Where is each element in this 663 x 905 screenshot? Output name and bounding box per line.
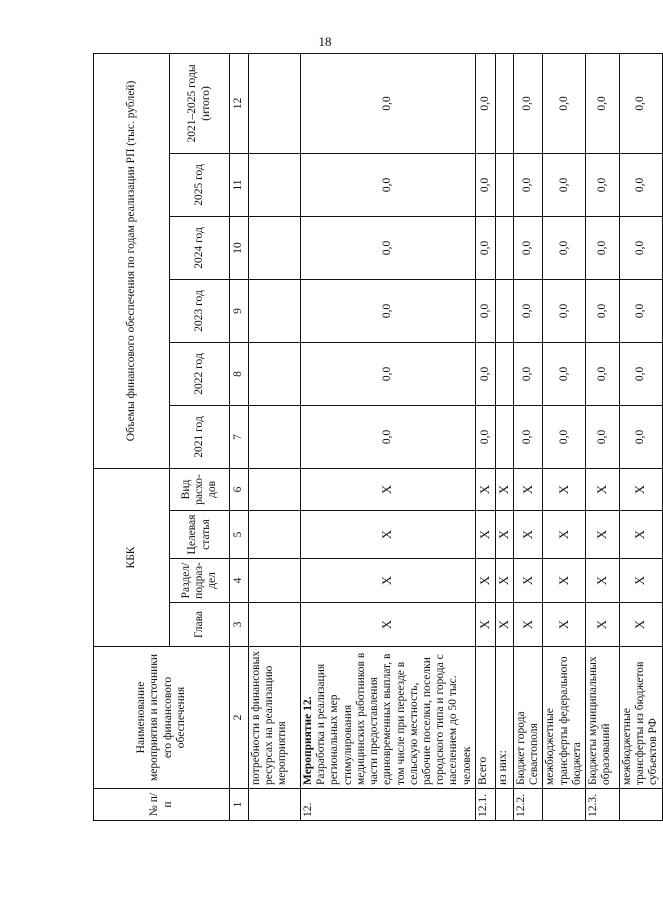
header-kbk-glava: Глава — [170, 603, 230, 647]
row-name — [543, 647, 586, 789]
value-cell: 0,0 — [513, 153, 542, 216]
value-cell: 0,0 — [301, 405, 476, 468]
header-year-2021: 2021 год — [170, 405, 230, 468]
kbk-cell: X — [495, 511, 513, 559]
kbk-cell: X — [513, 603, 542, 647]
kbk-cell: X — [513, 511, 542, 559]
col-index: 5 — [230, 511, 249, 559]
header-num: № п/п — [94, 789, 230, 821]
value-cell: 0,0 — [475, 405, 495, 468]
value-cell: 0,0 — [513, 342, 542, 405]
kbk-cell: X — [495, 603, 513, 647]
row-name-text: Разработка и реализация региональных мер стимулирования медицинских работников в части предоставления единовременных выплат, в том числе при переезде в сельскую местность, рабочие поселки, поселки городского типа и города с населением до 50 тыс. человек — [315, 652, 473, 785]
row-number — [495, 789, 513, 821]
row-name-text: межбюджетные трансферты федерального бюджета — [544, 656, 583, 785]
value-cell — [495, 216, 513, 279]
value-cell: 0,0 — [619, 279, 662, 342]
value-cell — [495, 53, 513, 153]
col-index: 10 — [230, 216, 249, 279]
kbk-cell — [249, 511, 301, 559]
page-number: 18 — [318, 34, 332, 49]
row-name — [513, 647, 542, 789]
kbk-cell — [249, 559, 301, 603]
value-cell: 0,0 — [619, 405, 662, 468]
value-cell: 0,0 — [585, 342, 619, 405]
value-cell: 0,0 — [543, 405, 586, 468]
value-cell — [249, 53, 301, 153]
col-index: 12 — [230, 53, 249, 153]
table-row — [585, 53, 619, 820]
row-number: 12.2. — [513, 789, 542, 821]
row-number — [619, 789, 662, 821]
value-cell: 0,0 — [585, 53, 619, 153]
kbk-cell: X — [301, 603, 476, 647]
kbk-cell: X — [475, 559, 495, 603]
value-cell — [495, 279, 513, 342]
kbk-cell: X — [585, 511, 619, 559]
row-name — [495, 647, 513, 789]
kbk-cell: X — [301, 511, 476, 559]
table-row — [619, 53, 662, 820]
value-cell: 0,0 — [513, 53, 542, 153]
col-index: 6 — [230, 468, 249, 510]
row-name — [585, 647, 619, 789]
row-name-text: Всего — [476, 756, 489, 785]
row-number: 12.3. — [585, 789, 619, 821]
row-name — [301, 647, 476, 789]
kbk-cell: X — [585, 468, 619, 510]
value-cell: 0,0 — [301, 342, 476, 405]
kbk-cell: X — [619, 468, 662, 510]
value-cell — [249, 342, 301, 405]
value-cell: 0,0 — [513, 279, 542, 342]
row-name-text: межбюджетные трансферты из бюджетов субъектов РФ — [620, 661, 660, 785]
kbk-cell: X — [475, 511, 495, 559]
row-number: 12.1. — [475, 789, 495, 821]
value-cell: 0,0 — [619, 216, 662, 279]
header-year-2024: 2024 год — [170, 216, 230, 279]
kbk-cell: X — [543, 468, 586, 510]
table-row — [249, 53, 301, 820]
value-cell — [249, 216, 301, 279]
table-row — [475, 53, 495, 820]
value-cell: 0,0 — [301, 53, 476, 153]
measure-title: Мероприятие 12. — [302, 696, 314, 785]
table-row — [513, 53, 542, 820]
header-kbk: КБК — [94, 468, 170, 646]
value-cell: 0,0 — [301, 153, 476, 216]
col-index: 1 — [230, 789, 249, 821]
kbk-cell: X — [619, 559, 662, 603]
row-number: 12. — [301, 789, 476, 821]
table-row — [543, 53, 586, 820]
column-index-row — [230, 53, 249, 820]
value-cell: 0,0 — [585, 216, 619, 279]
value-cell: 0,0 — [543, 216, 586, 279]
col-index: 11 — [230, 153, 249, 216]
value-cell: 0,0 — [585, 153, 619, 216]
row-number — [543, 789, 586, 821]
col-index: 7 — [230, 405, 249, 468]
kbk-cell: X — [513, 559, 542, 603]
value-cell: 0,0 — [619, 153, 662, 216]
value-cell: 0,0 — [475, 53, 495, 153]
value-cell: 0,0 — [513, 405, 542, 468]
header-year-2022: 2022 год — [170, 342, 230, 405]
rotated-table-wrapper — [93, 54, 660, 821]
header-year-total: 2021–2025 годы (итого) — [170, 53, 230, 153]
kbk-cell: X — [543, 603, 586, 647]
kbk-cell: X — [585, 559, 619, 603]
value-cell: 0,0 — [619, 53, 662, 153]
header-name: Наименование мероприятия и источники его финансового обеспечения — [94, 647, 230, 789]
kbk-cell: X — [543, 559, 586, 603]
col-index: 8 — [230, 342, 249, 405]
value-cell — [495, 153, 513, 216]
header-year-2023: 2023 год — [170, 279, 230, 342]
col-index: 3 — [230, 603, 249, 647]
kbk-cell: X — [619, 603, 662, 647]
value-cell: 0,0 — [543, 342, 586, 405]
col-index: 9 — [230, 279, 249, 342]
row-name-text: потребности в финансовых ресурсах на реализацию мероприятия — [250, 650, 289, 785]
kbk-cell: X — [475, 603, 495, 647]
value-cell — [249, 405, 301, 468]
col-index: 4 — [230, 559, 249, 603]
value-cell: 0,0 — [513, 216, 542, 279]
kbk-cell: X — [513, 468, 542, 510]
kbk-cell: X — [495, 468, 513, 510]
value-cell — [249, 153, 301, 216]
financing-table — [93, 53, 663, 821]
kbk-cell: X — [301, 468, 476, 510]
row-name-text: из них: — [496, 750, 509, 785]
kbk-cell: X — [543, 511, 586, 559]
value-cell: 0,0 — [475, 216, 495, 279]
value-cell: 0,0 — [619, 342, 662, 405]
kbk-cell — [249, 468, 301, 510]
value-cell: 0,0 — [585, 279, 619, 342]
row-name — [619, 647, 662, 789]
header-kbk-statya: Целевая статья — [170, 511, 230, 559]
kbk-cell — [249, 603, 301, 647]
value-cell — [495, 405, 513, 468]
table-body — [249, 53, 663, 820]
value-cell: 0,0 — [475, 153, 495, 216]
value-cell: 0,0 — [475, 279, 495, 342]
header-kbk-razdel: Раздел/ подраз- дел — [170, 559, 230, 603]
kbk-cell: X — [585, 603, 619, 647]
value-cell — [249, 279, 301, 342]
row-name-text: Бюджеты муниципальных образований — [586, 656, 613, 785]
value-cell: 0,0 — [543, 53, 586, 153]
row-number — [249, 789, 301, 821]
kbk-cell: X — [495, 559, 513, 603]
value-cell: 0,0 — [301, 216, 476, 279]
value-cell: 0,0 — [543, 279, 586, 342]
kbk-cell: X — [301, 559, 476, 603]
row-name — [249, 647, 301, 789]
header-year-2025: 2025 год — [170, 153, 230, 216]
row-name — [475, 647, 495, 789]
table-header — [94, 53, 249, 820]
kbk-cell: X — [619, 511, 662, 559]
row-name-text: Бюджет города Севастополя — [514, 711, 541, 785]
value-cell: 0,0 — [301, 279, 476, 342]
landscape-sheet — [93, 54, 660, 821]
value-cell: 0,0 — [585, 405, 619, 468]
header-financing: Объемы финансового обеспечения по годам реализации РП (тыс. рублей) — [94, 53, 170, 468]
value-cell: 0,0 — [543, 153, 586, 216]
table-row — [495, 53, 513, 820]
col-index: 2 — [230, 647, 249, 789]
kbk-cell: X — [475, 468, 495, 510]
value-cell: 0,0 — [475, 342, 495, 405]
header-kbk-vid: Вид расхо- дов — [170, 468, 230, 510]
table-row — [301, 53, 476, 820]
value-cell — [495, 342, 513, 405]
